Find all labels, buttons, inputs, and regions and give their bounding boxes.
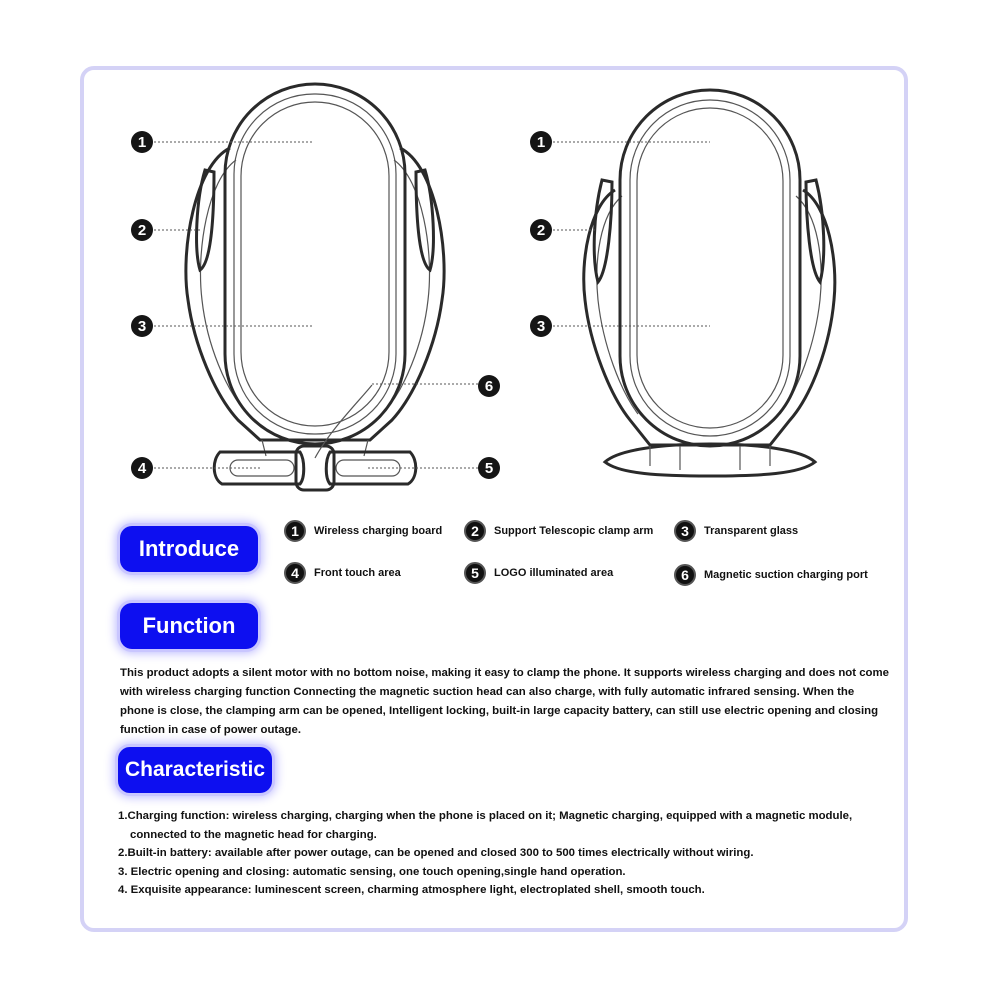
callout-6-left-num: 6 <box>484 378 494 395</box>
callout-6-left <box>478 375 500 397</box>
callout-3-right-num: 3 <box>536 318 546 335</box>
callout-1-right <box>530 131 552 153</box>
characteristic-item: 4. Exquisite appearance: luminescent screen, charming atmosphere light, electroplated shell, smooth touch. <box>118 884 705 896</box>
callout-2-right-num: 2 <box>536 222 546 239</box>
callout-4-left-num: 4 <box>137 460 147 477</box>
callout-3-left-num: 3 <box>137 318 147 335</box>
legend-item-5 <box>464 562 613 584</box>
legend-item-6 <box>674 564 868 586</box>
callout-1-right-num: 1 <box>536 134 546 151</box>
legend-item-1 <box>284 520 442 542</box>
legend-label-1: Wireless charging board <box>314 525 443 537</box>
legend-number-2: 2 <box>464 520 486 542</box>
introduce-heading: Introduce <box>120 526 258 572</box>
function-description: This product adopts a silent motor with no bottom noise, making it easy to clamp the phone. It supports wireless charging and does not come with wireless charging function Connecting the magnetic suction head can also charge, with fully automatic infrared sensing. When the phone is close, the clamping arm can be opened, Intelligent locking, built-in large capacity battery, can still use electric opening and closing function in case of power outage. <box>120 667 889 736</box>
characteristic-heading: Characteristic <box>118 747 272 793</box>
characteristics-list <box>118 807 898 900</box>
holder-angled-view <box>584 90 835 476</box>
callout-4-left <box>131 457 153 479</box>
callout-5-left-num: 5 <box>484 460 494 477</box>
legend-label-2: Support Telescopic clamp arm <box>494 525 654 537</box>
legend-label-6: Magnetic suction charging port <box>704 569 868 581</box>
callout-1-left <box>131 131 153 153</box>
legend-number-3: 3 <box>674 520 696 542</box>
legend-number-6: 6 <box>674 564 696 586</box>
characteristic-item: 3. Electric opening and closing: automatic sensing, one touch opening,single hand operation. <box>118 865 626 878</box>
legend-label-3: Transparent glass <box>704 525 799 537</box>
legend-number-1: 1 <box>284 520 306 542</box>
callout-2-left-num: 2 <box>137 222 147 239</box>
legend-number-5: 5 <box>464 562 486 584</box>
legend-item-3 <box>674 520 798 542</box>
callout-5-left <box>478 457 500 479</box>
callout-3-left <box>131 315 153 337</box>
callout-2-right <box>530 219 552 241</box>
callout-1-left-num: 1 <box>137 134 147 151</box>
legend-item-4 <box>284 562 401 584</box>
callout-2-left <box>131 219 153 241</box>
legend-label-4: Front touch area <box>314 567 401 579</box>
callout-3-right <box>530 315 552 337</box>
legend-item-2 <box>464 520 653 542</box>
legend-label-5: LOGO illuminated area <box>494 567 614 579</box>
characteristic-item: 2.Built-in battery: available after power outage, can be opened and closed 300 to 500 times electrically without wiring. <box>118 847 754 859</box>
characteristic-item: 1.Charging function: wireless charging, charging when the phone is placed on it; Magnetic charging, equipped with a magnetic module, connected to the magnetic head for charging. <box>118 810 853 841</box>
function-heading: Function <box>120 603 258 649</box>
legend-number-4: 4 <box>284 562 306 584</box>
holder-front-view <box>186 84 444 490</box>
